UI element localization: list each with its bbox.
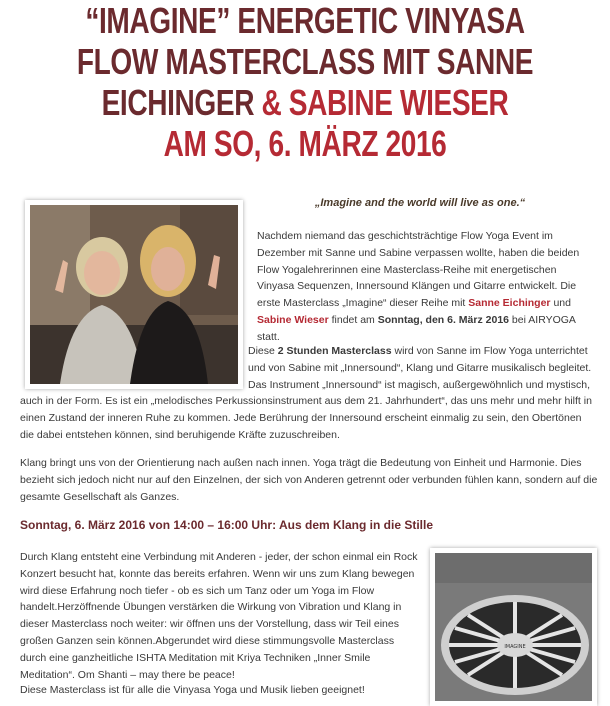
imagine-mosaic-photo [430,548,597,706]
imagine-mosaic-image [435,553,592,701]
title-line-2: FLOW MASTERCLASS MIT SANNE [76,41,534,82]
float-spacer [20,343,248,393]
title-line-4: AM SO, 6. MÄRZ 2016 [163,123,447,164]
intro-end: bei AIRYOGA statt. [257,313,576,343]
name-sabine: Sabine Wieser [257,313,329,326]
event-heading: Sonntag, 6. März 2016 von 14:00 – 16:00 Uhr: Aus dem Klang in die Stille [20,518,434,532]
masterclass-text-start: Diese [248,345,278,357]
intro-and: und [550,297,571,310]
intro-text: Nachdem niemand das geschichtsträchtige Flow Yoga Event im Dezember mit Sanne und Sabine verpassen wollte, haben die beiden Flow Yogalehrerinnen eine Masterclass-Reihe mit energetischen Vinyasa Sequenzen, Innersound Klängen und Gitarre entwickelt. Die erste Masterclass „Imagine“ dieser Reihe mit [257,230,580,310]
quote: „Imagine and the world will live as one.“ [314,197,526,209]
title-line-1: “IMAGINE” ENERGETIC VINYASA [85,0,525,41]
masterclass-duration: 2 Stunden Masterclass [277,345,392,357]
page-title [67,0,543,164]
title-name-eichinger: EICHINGER [101,82,262,123]
audience-paragraph: Diese Masterclass ist für alle die Vinyasa Yoga und Musik lieben geeignet! [20,684,365,696]
intro-on: findet am [328,313,378,326]
title-line-3 [67,82,543,123]
title-name-wieser: & SABINE WIESER [261,82,509,123]
mosaic-word: IMAGINE [504,644,526,650]
name-sanne: Sanne Eichinger [468,297,551,310]
masterclass-text: wird von Sanne im Flow Yoga unterrichtet und von Sabine mit „Innersound“, Klang und Gitarre musikalisch begleitet. Das Instrument „Innersound“ ist magisch, außergewöhnlich und mystisch, auch in der Form. Es ist ein „melodisches Perkussionsinstrument aus dem 21. Jahrhundert“, das uns mehr und mehr hilft in einen Zustand der inneren Ruhe zu kommen. Jede Berührung der Innersound erscheint einmalig zu sein, den Obertönen die dabei entstehen können, sind beruhigende Kräfte zuzuschreiben. [20,345,592,441]
harmony-paragraph: Klang bringt uns von der Orientierung nach außen nach innen. Yoga trägt die Bedeutung von Einheit und Harmonie. Dies bezieht sich jedoch nicht nur auf den Einzelnen, der sich von Anderen getrennt oder verbunden fühlen kann, sondern auf die gesamte Gesellschaft als Ganzes. [20,457,598,503]
sound-paragraph: Durch Klang entsteht eine Verbindung mit Anderen - jeder, der schon einmal ein Rock Konzert besucht hat, konnte das bereits erfahren. Wenn wir uns zum Klang bewegen wird diese Erfahrung noch tiefer - ob es sich um Tanz oder um Yoga im Flow handelt.Herzöffnende Übungen verstärken die Wirkung von Vibration und Klang in dieser Masterclass noch weiter: wir öffnen uns der Vorstellung, dass wir Teil eines großen Ganzen sein können.Abgerundet wird diese stimmungsvolle Masterclass durch eine ganzheitliche ISHTA Meditation mit Kriya Techniken „Inner Smile Meditation“. Om Shanti – may there be peace! [20,551,418,681]
intro-date: Sonntag, den 6. März 2016 [377,313,510,326]
intro-paragraph [257,228,582,346]
masterclass-paragraph [20,343,595,444]
